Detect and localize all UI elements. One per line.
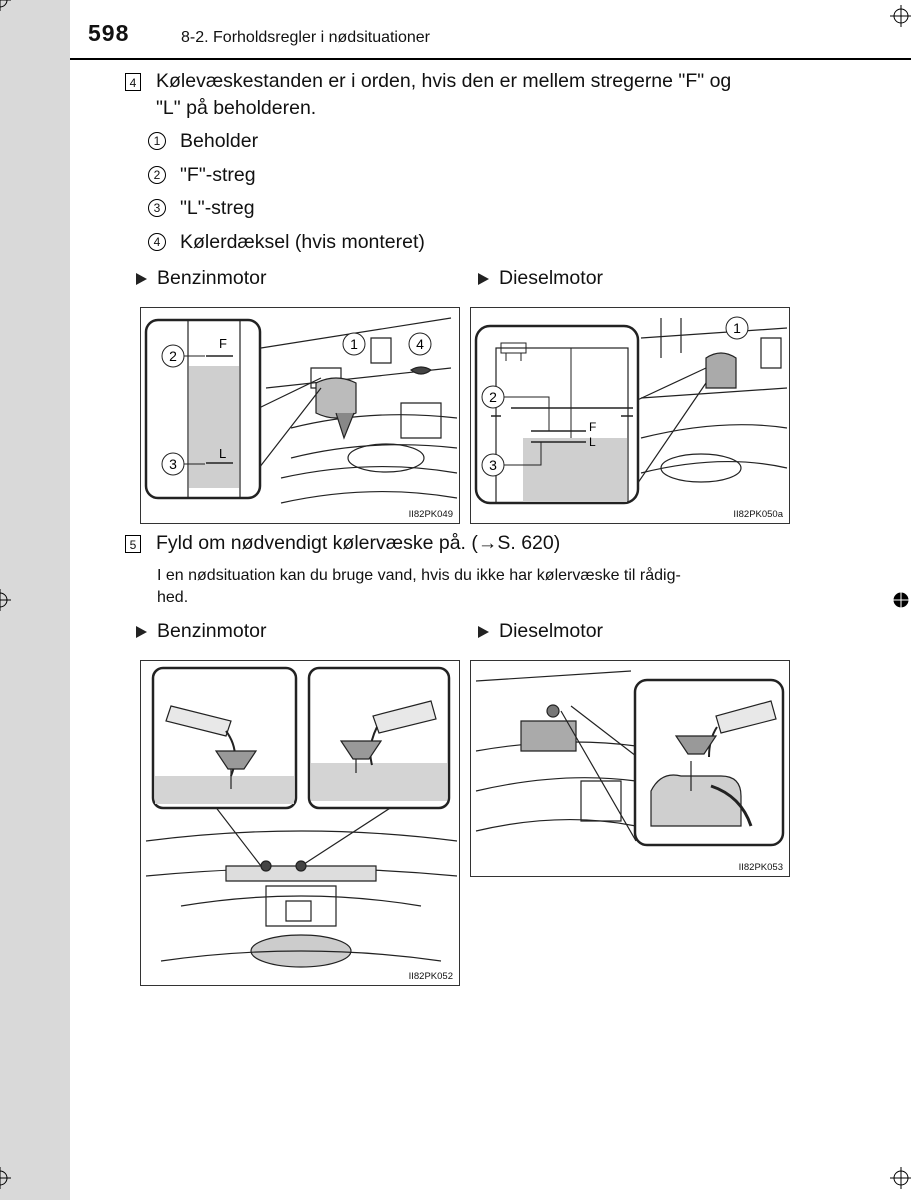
callout-2: 2 [489, 389, 497, 405]
triangle-bullet-icon [136, 273, 147, 285]
item-label-f-line: "F"-streg [180, 164, 256, 186]
step4-text-line1: Kølevæskestanden er i orden, hvis den er mellem stregerne "F" og [156, 70, 732, 92]
figure-code: II82PK049 [408, 509, 453, 520]
heading-diesel-engine: Dieselmotor [499, 620, 604, 642]
header-rule [70, 58, 911, 60]
callout-3: 3 [169, 456, 177, 472]
registration-mark-icon [890, 589, 911, 611]
step5-note-line2: hed. [157, 589, 189, 606]
callout-4: 4 [416, 336, 424, 352]
item-number-1: 1 [148, 132, 166, 150]
coolant-fill-illustration [141, 661, 460, 986]
figure-diesel-coolant-level [470, 307, 790, 524]
figure-code: II82PK052 [408, 971, 453, 982]
figure-petrol-coolant-fill [140, 660, 460, 986]
registration-mark-icon [0, 1167, 11, 1189]
figure-petrol-coolant-level [140, 307, 460, 524]
f-mark: F [589, 420, 597, 434]
heading-petrol-engine: Benzinmotor [157, 620, 267, 642]
callout-3: 3 [489, 457, 497, 473]
registration-mark-icon [890, 1167, 911, 1189]
registration-mark-icon [890, 5, 911, 27]
step-number-4: 4 [125, 73, 141, 91]
heading-petrol-engine: Benzinmotor [157, 267, 267, 289]
figure-code: II82PK053 [738, 862, 783, 873]
heading-diesel-engine: Dieselmotor [499, 267, 604, 289]
registration-mark-icon [0, 0, 11, 11]
figure-code: II82PK050a [733, 509, 783, 520]
triangle-bullet-icon [478, 626, 489, 638]
page-number: 598 [88, 20, 130, 46]
f-mark: F [219, 336, 227, 351]
step5-text: Fyld om nødvendigt kølervæske på. (→S. 620) [156, 532, 561, 554]
l-mark: L [589, 435, 596, 449]
callout-2: 2 [169, 348, 177, 364]
item-label-container: Beholder [180, 130, 259, 152]
registration-mark-icon [0, 589, 11, 611]
figure-diesel-coolant-fill [470, 660, 790, 877]
triangle-bullet-icon [136, 626, 147, 638]
callout-1: 1 [733, 320, 741, 336]
item-label-radiator-cap: Kølerdæksel (hvis monteret) [180, 231, 425, 253]
item-label-l-line: "L"-streg [180, 197, 255, 219]
triangle-bullet-icon [478, 273, 489, 285]
l-mark: L [219, 446, 227, 461]
callout-1: 1 [350, 336, 358, 352]
step5-note-line1: I en nødsituation kan du bruge vand, hvis du ikke har kølervæske til rådig- [157, 567, 681, 584]
step-number-5: 5 [125, 535, 141, 553]
engine-bay-illustration [471, 308, 790, 524]
item-number-4: 4 [148, 233, 166, 251]
coolant-fill-illustration [471, 661, 790, 877]
engine-bay-illustration [141, 308, 460, 524]
item-number-2: 2 [148, 166, 166, 184]
item-number-3: 3 [148, 199, 166, 217]
section-title: 8-2. Forholdsregler i nødsituationer [181, 29, 431, 46]
step4-text-line2: "L" på beholderen. [156, 97, 317, 119]
